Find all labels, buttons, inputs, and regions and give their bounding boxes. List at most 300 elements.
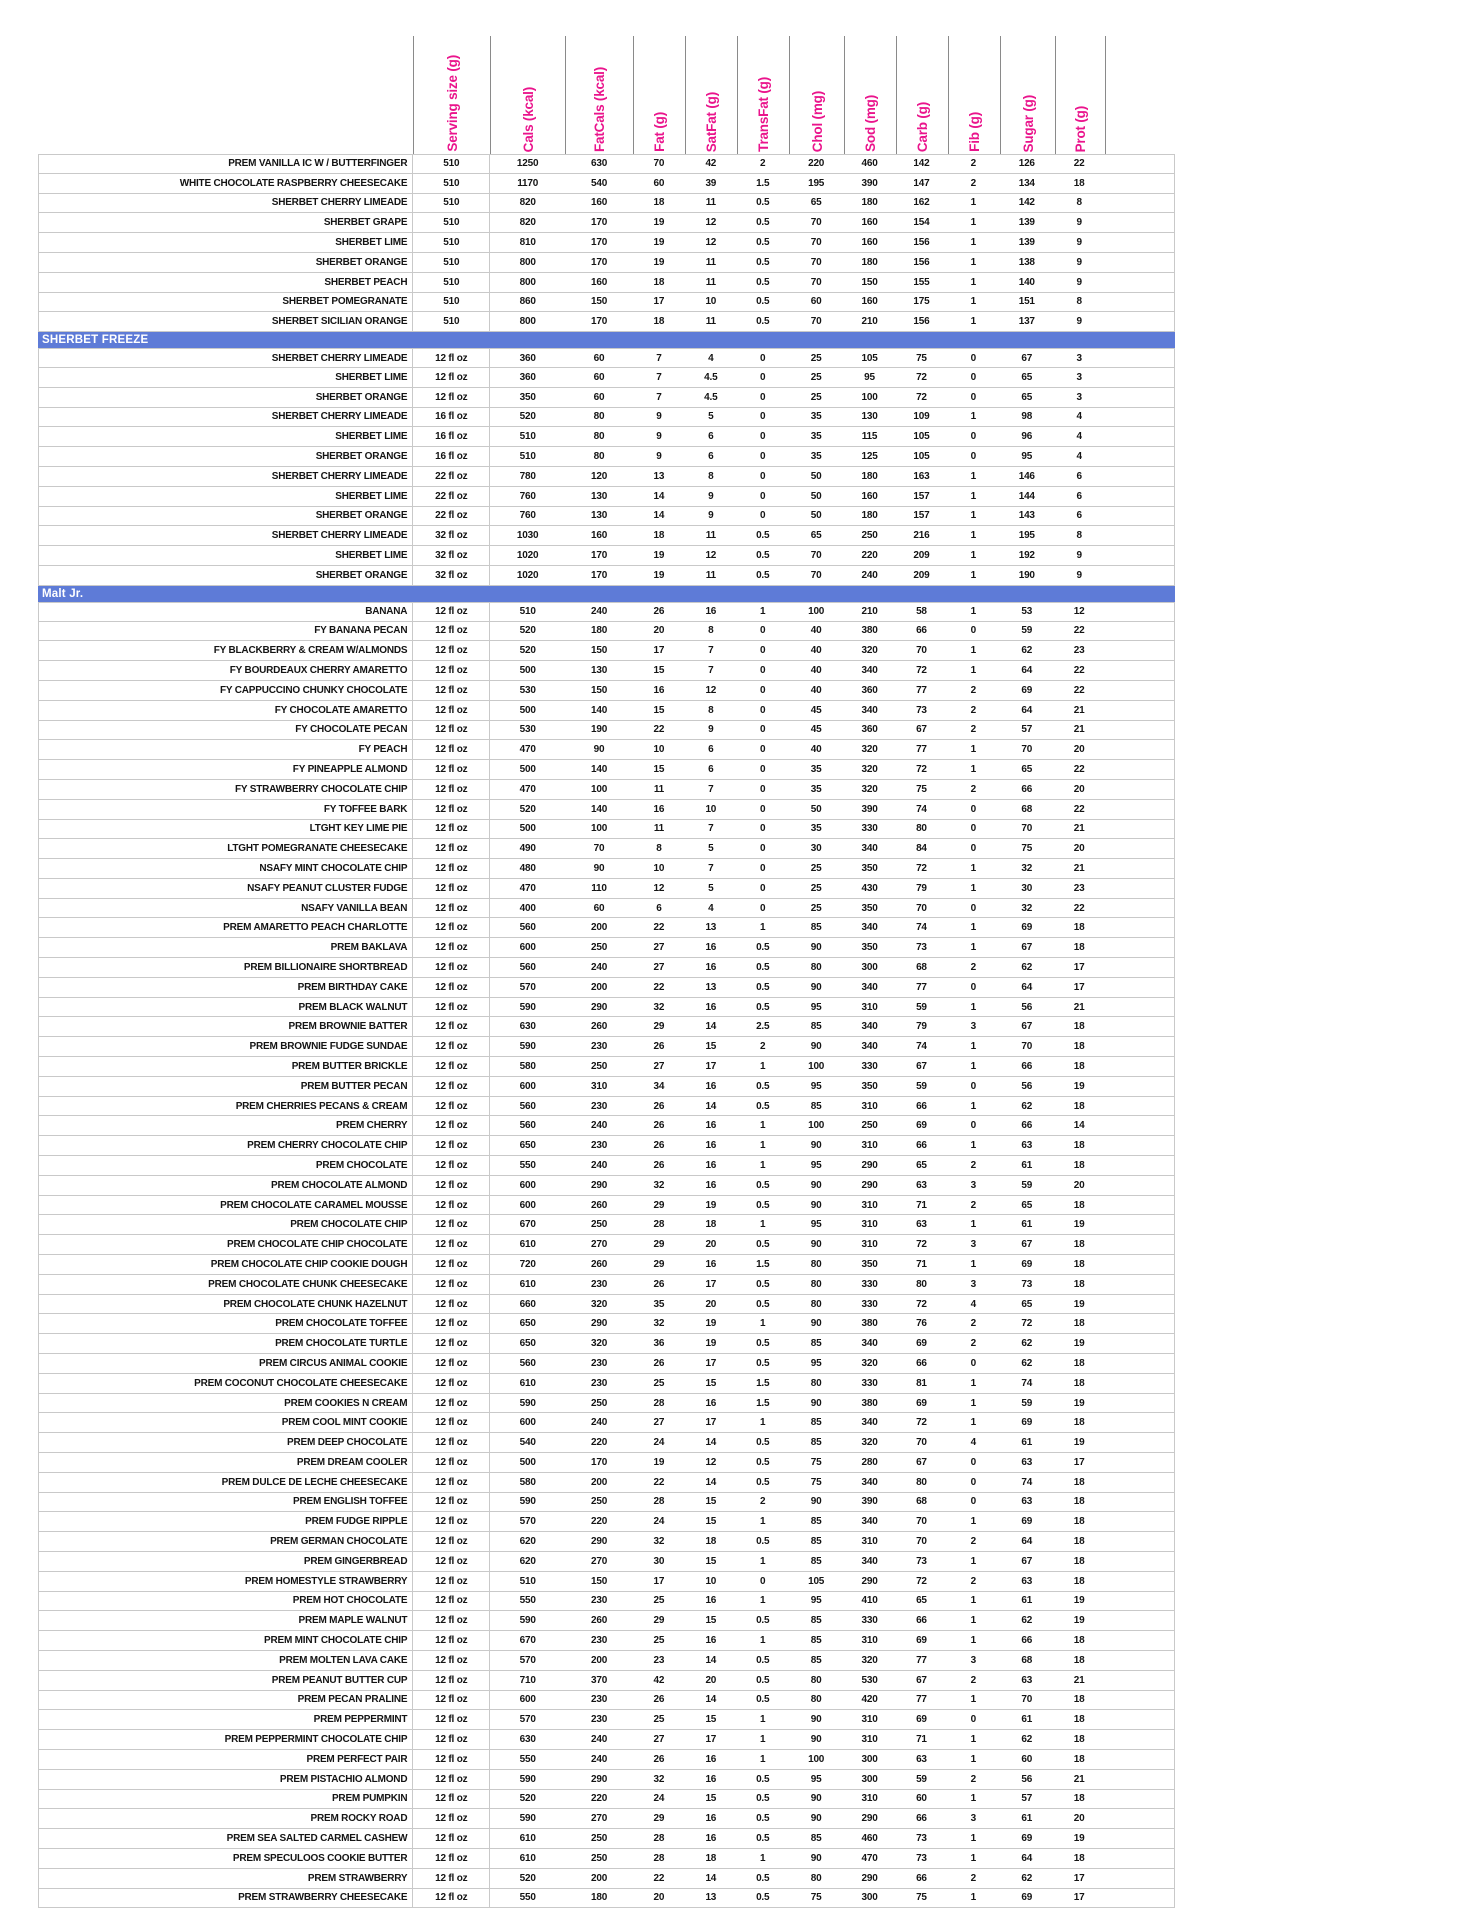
value-cell: 60	[810, 296, 822, 308]
serving-size-cell: 12 fl oz	[413, 839, 490, 858]
value-cell: 18	[1073, 177, 1085, 189]
row-filler-cell	[1104, 780, 1174, 799]
value-cell: 320	[590, 1298, 608, 1310]
value-cell: 216	[913, 530, 930, 542]
value-cell: 100	[808, 1120, 825, 1132]
value-cell: 16	[705, 1595, 717, 1607]
row-filler-cell	[1104, 938, 1174, 957]
value-cell: 20	[705, 1298, 717, 1310]
value-cell: 100	[808, 1753, 825, 1765]
value-cell: 70	[810, 569, 822, 581]
value-cell: 360	[519, 371, 536, 383]
value-cell: 155	[913, 276, 930, 288]
value-cell: 72	[916, 1417, 927, 1429]
item-name-cell: PREM CHOCOLATE CHIP COOKIE DOUGH	[39, 1255, 413, 1274]
value-cell: 160	[590, 530, 608, 542]
value-cell: 3	[1076, 371, 1082, 383]
value-cell: 125	[861, 451, 878, 463]
value-cell: 62	[1021, 961, 1033, 973]
table-row	[38, 312, 1175, 332]
value-cell: 220	[590, 1516, 608, 1528]
value-cell: 1	[970, 237, 977, 249]
row-filler-cell	[1104, 487, 1174, 506]
value-cell: 720	[519, 1258, 536, 1270]
value-cell: 40	[810, 744, 822, 756]
row-filler-cell	[1104, 1156, 1174, 1175]
row-filler-cell	[1104, 1809, 1174, 1828]
value-cell: 1	[970, 1555, 977, 1567]
value-cell: 340	[861, 1041, 878, 1053]
value-cell: 290	[590, 1179, 608, 1191]
value-cell: 590	[519, 1615, 536, 1627]
value-cell: 71	[916, 1199, 927, 1211]
table-row	[38, 293, 1175, 313]
value-cell: 300	[861, 1753, 878, 1765]
value-cell: 0	[970, 1080, 977, 1092]
value-cell: 1030	[516, 530, 539, 542]
row-filler-cell	[1104, 213, 1174, 232]
value-cell: 11	[653, 823, 664, 835]
value-cell: 290	[590, 1536, 608, 1548]
value-cell: 0	[760, 783, 766, 795]
value-cell: 260	[590, 1258, 608, 1270]
value-cell: 140	[1018, 276, 1035, 288]
row-filler-cell	[1104, 641, 1174, 660]
value-cell: 70	[916, 1536, 927, 1548]
value-cell: 63	[1021, 1496, 1033, 1508]
row-filler-cell	[1104, 1671, 1174, 1690]
value-cell: 13	[705, 922, 717, 934]
item-name-cell: PREM BUTTER BRICKLE	[39, 1057, 413, 1076]
value-cell: 0	[760, 704, 766, 716]
value-cell: 16	[705, 606, 717, 618]
table-row	[38, 918, 1175, 938]
value-cell: 340	[861, 1476, 878, 1488]
value-cell: 80	[593, 451, 605, 463]
value-cell: 220	[590, 1793, 608, 1805]
value-cell: 62	[1021, 645, 1033, 657]
item-name-cell: FY PEACH	[39, 740, 413, 759]
value-cell: 18	[1073, 1555, 1085, 1567]
serving-size-cell: 12 fl oz	[413, 701, 490, 720]
table-row	[38, 1671, 1175, 1691]
serving-size-cell: 32 fl oz	[413, 526, 490, 545]
value-cell: 0.5	[756, 1536, 770, 1548]
value-cell: 310	[861, 1239, 878, 1251]
value-cell: 23	[653, 1654, 665, 1666]
value-cell: 470	[519, 882, 536, 894]
value-cell: 17	[1073, 961, 1085, 973]
value-cell: 160	[861, 296, 878, 308]
value-cell: 45	[810, 704, 822, 716]
value-cell: 660	[519, 1298, 536, 1310]
value-cell: 240	[590, 1120, 608, 1132]
value-cell: 65	[1021, 1199, 1033, 1211]
serving-size-cell: 12 fl oz	[413, 1057, 490, 1076]
value-cell: 2	[970, 684, 977, 696]
value-cell: 50	[810, 490, 822, 502]
table-row	[38, 1394, 1175, 1414]
item-name-cell: PREM DULCE DE LECHE CHEESECAKE	[39, 1473, 413, 1492]
value-cell: 63	[1021, 1575, 1033, 1587]
value-cell: 0	[760, 882, 766, 894]
serving-size-cell: 16 fl oz	[413, 408, 490, 427]
item-name-cell: PREM HOT CHOCOLATE	[39, 1592, 413, 1611]
value-cell: 68	[1021, 803, 1033, 815]
value-cell: 11	[705, 569, 716, 581]
serving-size-cell: 12 fl oz	[413, 1671, 490, 1690]
value-cell: 530	[861, 1674, 878, 1686]
value-cell: 3	[970, 1813, 977, 1825]
serving-size-cell: 12 fl oz	[413, 1433, 490, 1452]
value-cell: 18	[1073, 1041, 1085, 1053]
table-row	[38, 1037, 1175, 1057]
value-cell: 1	[970, 411, 977, 423]
value-cell: 1	[970, 1793, 977, 1805]
value-cell: 0	[970, 352, 977, 364]
serving-size-cell: 12 fl oz	[413, 1750, 490, 1769]
value-cell: 1	[970, 665, 977, 677]
item-name-cell: SHERBET LIME	[39, 427, 413, 446]
value-cell: 22	[1073, 684, 1085, 696]
serving-size-cell: 510	[413, 213, 490, 232]
value-cell: 0	[970, 1714, 977, 1726]
value-cell: 21	[1073, 862, 1085, 874]
value-cell: 20	[1073, 1813, 1085, 1825]
value-cell: 74	[1021, 1377, 1033, 1389]
value-cell: 350	[861, 1258, 878, 1270]
value-cell: 130	[590, 510, 608, 522]
value-cell: 26	[653, 1159, 665, 1171]
item-name-cell: SHERBET PEACH	[39, 273, 413, 292]
value-cell: 70	[1021, 1041, 1033, 1053]
value-cell: 156	[913, 237, 930, 249]
value-cell: 650	[519, 1318, 536, 1330]
value-cell: 0.5	[756, 1437, 770, 1449]
value-cell: 330	[861, 1278, 878, 1290]
value-cell: 85	[810, 1021, 822, 1033]
value-cell: 20	[1073, 744, 1085, 756]
value-cell: 350	[861, 862, 878, 874]
table-row	[38, 213, 1175, 233]
value-cell: 610	[519, 1239, 536, 1251]
value-cell: 1	[760, 1555, 766, 1567]
value-cell: 290	[861, 1159, 878, 1171]
value-cell: 180	[590, 1892, 608, 1904]
value-cell: 65	[1021, 391, 1033, 403]
table-row	[38, 447, 1175, 467]
value-cell: 610	[519, 1377, 536, 1389]
serving-size-cell: 12 fl oz	[413, 1275, 490, 1294]
table-row	[38, 820, 1175, 840]
row-filler-cell	[1104, 1532, 1174, 1551]
value-cell: 820	[519, 197, 536, 209]
serving-size-cell: 22 fl oz	[413, 487, 490, 506]
value-cell: 17	[705, 1734, 717, 1746]
value-cell: 35	[810, 783, 822, 795]
value-cell: 560	[519, 1120, 536, 1132]
row-filler-cell	[1104, 1235, 1174, 1254]
value-cell: 21	[1073, 1001, 1085, 1013]
value-cell: 58	[916, 606, 927, 618]
value-cell: 0.5	[756, 942, 770, 954]
value-cell: 170	[590, 217, 608, 229]
value-cell: 19	[653, 256, 665, 268]
value-cell: 10	[653, 862, 665, 874]
table-row	[38, 1532, 1175, 1552]
value-cell: 9	[1076, 217, 1082, 229]
value-cell: 61	[1021, 1219, 1033, 1231]
item-name-cell: NSAFY MINT CHOCOLATE CHIP	[39, 859, 413, 878]
value-cell: 3	[970, 1021, 977, 1033]
table-row	[38, 566, 1175, 586]
value-cell: 0	[760, 902, 766, 914]
value-cell: 0.5	[756, 1001, 770, 1013]
value-cell: 69	[916, 1120, 927, 1132]
value-cell: 8	[708, 470, 714, 482]
value-cell: 139	[1018, 237, 1035, 249]
value-cell: 150	[861, 276, 878, 288]
value-cell: 240	[590, 961, 608, 973]
item-name-cell: PREM PERFECT PAIR	[39, 1750, 413, 1769]
value-cell: 66	[1021, 783, 1033, 795]
value-cell: 0.5	[756, 1833, 770, 1845]
serving-size-cell: 12 fl oz	[413, 1374, 490, 1393]
serving-size-cell: 12 fl oz	[413, 1512, 490, 1531]
value-cell: 0	[760, 371, 766, 383]
value-cell: 80	[593, 411, 605, 423]
value-cell: 98	[1021, 411, 1033, 423]
value-cell: 59	[1021, 1397, 1033, 1409]
value-cell: 66	[916, 1615, 927, 1627]
value-cell: 0	[970, 1496, 977, 1508]
table-row	[38, 740, 1175, 760]
value-cell: 90	[810, 1179, 822, 1191]
serving-size-cell: 12 fl oz	[413, 760, 490, 779]
serving-size-cell: 12 fl oz	[413, 721, 490, 740]
value-cell: 270	[590, 1555, 608, 1567]
value-cell: 860	[519, 296, 536, 308]
value-cell: 0	[760, 625, 766, 637]
item-name-cell: SHERBET LIME	[39, 546, 413, 565]
value-cell: 70	[810, 256, 822, 268]
column-header-label: Chol (mg)	[809, 90, 825, 152]
value-cell: 600	[519, 942, 536, 954]
column-header-label: Sugar (g)	[1020, 94, 1036, 152]
value-cell: 63	[916, 1179, 927, 1191]
value-cell: 6	[708, 451, 714, 463]
value-cell: 9	[1076, 276, 1082, 288]
value-cell: 14	[653, 510, 665, 522]
row-filler-cell	[1104, 155, 1174, 173]
value-cell: 760	[519, 490, 536, 502]
value-cell: 170	[590, 256, 608, 268]
table-row	[38, 1493, 1175, 1513]
value-cell: 66	[916, 625, 927, 637]
value-cell: 100	[590, 783, 608, 795]
value-cell: 670	[519, 1219, 536, 1231]
value-cell: 16	[705, 1258, 717, 1270]
value-cell: 250	[590, 1060, 608, 1072]
value-cell: 1	[970, 217, 977, 229]
value-cell: 510	[519, 1575, 536, 1587]
item-name-cell: SHERBET ORANGE	[39, 566, 413, 585]
value-cell: 0	[970, 1476, 977, 1488]
value-cell: 330	[861, 1060, 878, 1072]
value-cell: 340	[861, 704, 878, 716]
value-cell: 120	[590, 470, 608, 482]
value-cell: 8	[708, 704, 714, 716]
value-cell: 140	[590, 704, 608, 716]
value-cell: 70	[810, 550, 822, 562]
item-name-cell: PREM MINT CHOCOLATE CHIP	[39, 1631, 413, 1650]
value-cell: 90	[810, 1041, 822, 1053]
value-cell: 0	[760, 470, 766, 482]
value-cell: 142	[1018, 197, 1035, 209]
item-name-cell: PREM STRAWBERRY	[39, 1869, 413, 1888]
value-cell: 90	[593, 744, 605, 756]
item-name-cell: NSAFY PEANUT CLUSTER FUDGE	[39, 879, 413, 898]
value-cell: 250	[590, 1496, 608, 1508]
value-cell: 11	[705, 256, 716, 268]
value-cell: 85	[810, 1338, 822, 1350]
value-cell: 200	[590, 1476, 608, 1488]
value-cell: 1	[970, 569, 977, 581]
value-cell: 85	[810, 1516, 822, 1528]
value-cell: 1	[970, 882, 977, 894]
value-cell: 800	[519, 256, 536, 268]
value-cell: 1	[760, 606, 766, 618]
serving-size-cell: 12 fl oz	[413, 998, 490, 1017]
value-cell: 520	[519, 645, 536, 657]
table-row	[38, 388, 1175, 408]
value-cell: 0.5	[756, 1338, 770, 1350]
value-cell: 0	[970, 431, 977, 443]
value-cell: 200	[590, 1654, 608, 1666]
value-cell: 12	[705, 684, 717, 696]
value-cell: 180	[861, 510, 878, 522]
item-name-cell: FY BANANA PECAN	[39, 622, 413, 641]
value-cell: 67	[1021, 1555, 1033, 1567]
value-cell: 18	[1073, 1318, 1085, 1330]
serving-size-cell: 12 fl oz	[413, 1136, 490, 1155]
value-cell: 95	[864, 371, 875, 383]
value-cell: 1.5	[756, 1258, 770, 1270]
value-cell: 27	[653, 1417, 665, 1429]
value-cell: 2	[970, 1318, 977, 1330]
table-row	[38, 1433, 1175, 1453]
value-cell: 32	[653, 1318, 665, 1330]
value-cell: 0.5	[756, 1179, 770, 1191]
row-filler-cell	[1104, 1572, 1174, 1591]
serving-size-cell: 12 fl oz	[413, 1196, 490, 1215]
value-cell: 80	[810, 1694, 822, 1706]
serving-size-cell: 12 fl oz	[413, 938, 490, 957]
item-name-cell: PREM CHERRY	[39, 1116, 413, 1135]
value-cell: 90	[810, 1734, 822, 1746]
value-cell: 6	[1076, 490, 1082, 502]
serving-size-cell: 12 fl oz	[413, 1295, 490, 1314]
value-cell: 75	[810, 1892, 822, 1904]
serving-size-cell: 12 fl oz	[413, 1592, 490, 1611]
value-cell: 56	[1021, 1001, 1033, 1013]
value-cell: 18	[1073, 1357, 1085, 1369]
serving-size-cell: 12 fl oz	[413, 1077, 490, 1096]
value-cell: 8	[708, 625, 714, 637]
item-name-cell: SHERBET ORANGE	[39, 447, 413, 466]
value-cell: 200	[590, 922, 608, 934]
value-cell: 320	[590, 1338, 608, 1350]
value-cell: 19	[1073, 1338, 1085, 1350]
serving-size-cell: 22 fl oz	[413, 507, 490, 526]
table-row	[38, 1829, 1175, 1849]
value-cell: 0	[970, 843, 977, 855]
serving-size-cell: 12 fl oz	[413, 388, 490, 407]
value-cell: 65	[916, 1595, 927, 1607]
item-name-cell: FY TOFFEE BARK	[39, 800, 413, 819]
value-cell: 3	[970, 1239, 977, 1251]
value-cell: 290	[861, 1179, 878, 1191]
value-cell: 170	[590, 569, 608, 581]
value-cell: 62	[1021, 1615, 1033, 1627]
value-cell: 1	[970, 197, 977, 209]
value-cell: 530	[519, 684, 536, 696]
table-row	[38, 194, 1175, 214]
value-cell: 620	[519, 1536, 536, 1548]
value-cell: 17	[653, 1575, 665, 1587]
item-name-cell: FY CHOCOLATE AMARETTO	[39, 701, 413, 720]
table-row	[38, 1196, 1175, 1216]
value-cell: 22	[1073, 902, 1085, 914]
item-name-cell: SHERBET CHERRY LIMEADE	[39, 467, 413, 486]
value-cell: 26	[653, 1278, 665, 1290]
value-cell: 29	[653, 1239, 665, 1251]
value-cell: 170	[590, 550, 608, 562]
value-cell: 15	[705, 1496, 717, 1508]
item-name-cell: PREM CHOCOLATE CARAMEL MOUSSE	[39, 1196, 413, 1215]
value-cell: 17	[705, 1060, 717, 1072]
row-filler-cell	[1104, 622, 1174, 641]
row-filler-cell	[1104, 408, 1174, 427]
value-cell: 80	[810, 961, 822, 973]
table-row	[38, 1136, 1175, 1156]
serving-size-cell: 16 fl oz	[413, 447, 490, 466]
value-cell: 85	[810, 1437, 822, 1449]
item-name-cell: PREM CHOCOLATE CHIP	[39, 1215, 413, 1234]
value-cell: 16	[705, 1813, 717, 1825]
row-filler-cell	[1104, 1611, 1174, 1630]
value-cell: 14	[705, 1694, 717, 1706]
value-cell: 180	[861, 197, 878, 209]
value-cell: 10	[705, 1575, 717, 1587]
value-cell: 134	[1018, 177, 1035, 189]
value-cell: 90	[593, 862, 605, 874]
column-header-label: Cals (kcal)	[520, 86, 536, 152]
value-cell: 66	[916, 1813, 927, 1825]
serving-size-cell: 12 fl oz	[413, 918, 490, 937]
value-cell: 350	[861, 1080, 878, 1092]
value-cell: 160	[861, 217, 878, 229]
value-cell: 66	[1021, 1060, 1033, 1072]
value-cell: 64	[1021, 981, 1033, 993]
serving-size-cell: 12 fl oz	[413, 1097, 490, 1116]
value-cell: 1	[970, 1041, 977, 1053]
value-cell: 17	[653, 645, 665, 657]
table-row	[38, 721, 1175, 741]
value-cell: 0	[970, 451, 977, 463]
value-cell: 430	[861, 882, 878, 894]
value-cell: 130	[590, 490, 608, 502]
